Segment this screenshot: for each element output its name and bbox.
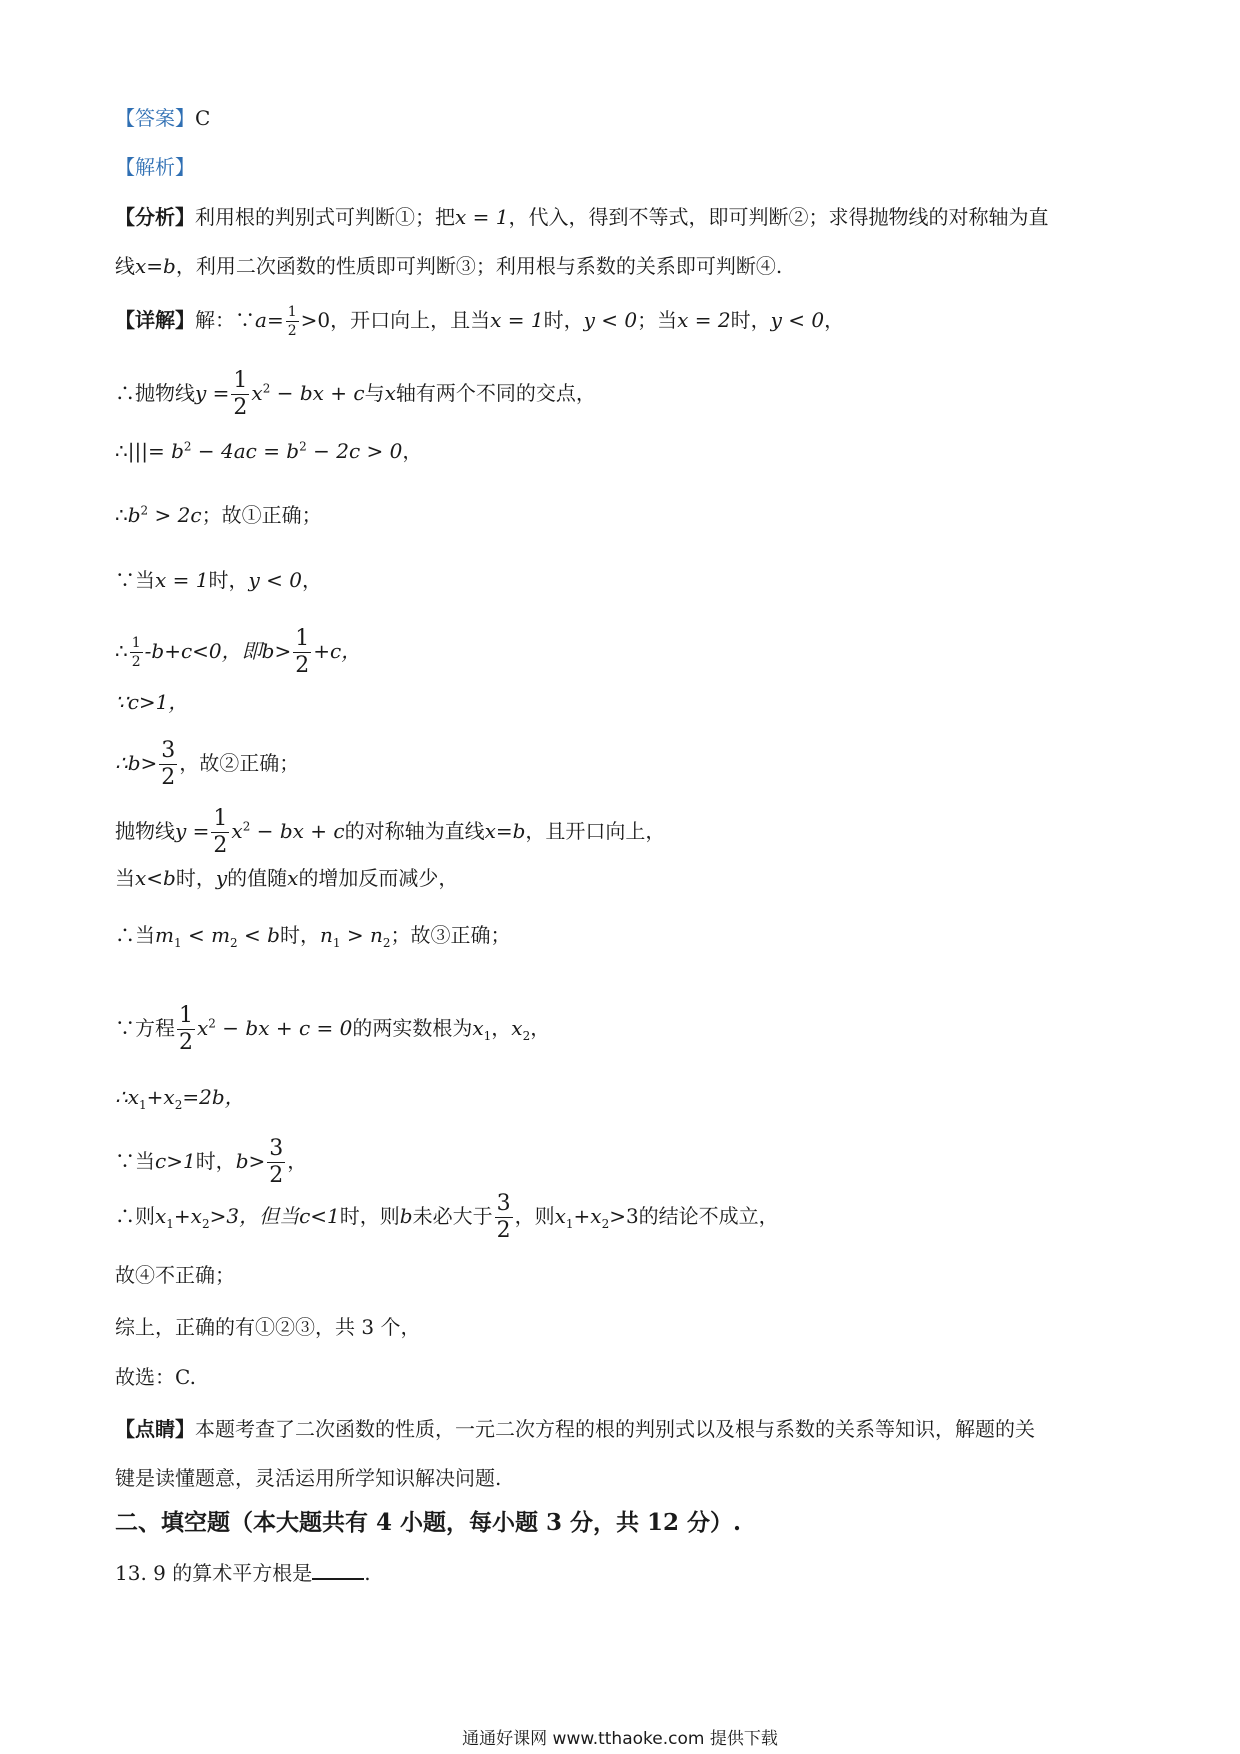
math: x [231,819,243,843]
math: > n [340,923,383,947]
math: b [399,1204,413,1228]
fraction [293,628,311,677]
text: 线 [115,254,135,278]
text: ∵当 [115,568,155,592]
text: ∵当 [115,1149,155,1173]
fraction-den: 2 [213,833,228,858]
text: 时， [208,568,249,592]
text: ，代入，得到不等式，即可判断②；求得抛物线的对称轴为直 [508,205,1049,229]
fraction [495,1193,513,1242]
line-12 [115,1005,550,1054]
text: ；当 [637,308,678,332]
text: ， [301,568,322,592]
math: x [384,381,396,405]
line-17: 综上，正确的有①②③，共 3 个， [115,1315,421,1339]
text: . [364,1561,371,1585]
text: ，且开口向上， [525,819,666,843]
question-text: 13. 9 的算术平方根是 [115,1561,313,1585]
text: 时， [730,308,771,332]
fraction [211,808,229,857]
math: − bx + c [270,381,365,405]
math: n [319,923,333,947]
math: -b+c<0，即 [144,639,262,663]
fraction-den: 2 [233,395,248,420]
math: x [511,1016,523,1040]
math: +x [173,1204,202,1228]
math: x [287,866,299,890]
text: 抛物线 [115,819,175,843]
line-9 [115,808,665,857]
math: m [155,923,174,947]
exponent: 2 [262,381,271,396]
subscript: 1 [173,936,182,950]
text: ∵方程 [115,1016,175,1040]
math: < m [181,923,231,947]
text: ∴ [115,639,128,663]
detail-line-1 [115,305,844,338]
fraction-num: 1 [131,635,141,651]
text: ， [530,1016,551,1040]
answer-line [115,103,210,133]
text: 时，则 [339,1204,400,1228]
text: 解：∵ [195,308,255,332]
math: − 4ac = b [191,439,300,463]
math: > 2c [148,503,202,527]
text: 轴有两个不同的交点， [395,381,596,405]
comment-line-1 [115,1414,1035,1444]
math: − 2c > 0 [306,439,403,463]
fraction-den: 2 [179,1030,193,1055]
fraction-den: 2 [161,765,176,790]
fenxi-label: 【分析】 [115,205,195,229]
fraction [231,370,249,419]
fraction [177,1005,195,1054]
fraction [286,305,299,338]
analysis-label: 【解析】 [115,155,195,179]
math: x=b [484,819,526,843]
fraction-den: 2 [287,323,297,339]
text: ，利用二次函数的性质即可判断③；利用根与系数的关系即可判断④. [175,254,783,278]
text: >0，开口向上，且当 [300,308,491,332]
math: b> [235,1149,266,1173]
line-13 [115,1082,245,1112]
text: 与 [364,381,385,405]
math: x [472,1016,484,1040]
fraction-num: 3 [161,738,176,763]
math: y = [195,381,230,405]
fenxi-line-2 [115,251,782,281]
line-14 [115,1138,307,1187]
line-6 [115,628,361,677]
subscript: 1 [565,1217,574,1231]
text: 时， [175,866,216,890]
math: x=b [135,254,176,278]
text: 时， [195,1149,236,1173]
line-18: 故选：C. [115,1365,196,1389]
fraction-den: 2 [131,654,141,670]
exponent: 2 [208,1016,216,1031]
exponent: 2 [183,439,192,454]
text: ∴抛物线 [115,381,195,405]
line-11 [115,920,511,950]
text: 本题考查了二次函数的性质，一元二次方程的根的判别式以及根与系数的关系等知识，解题的关 [195,1417,1035,1441]
text: 的两实数根为 [352,1016,473,1040]
line-15 [115,1193,779,1242]
text: ；故①正确； [201,503,322,527]
math: x [155,1204,167,1228]
math: x = 1 [490,308,544,332]
text: = [266,308,284,332]
text: ∴当 [115,923,155,947]
text: ，则 [514,1204,555,1228]
fenxi-line-1 [115,202,1048,232]
math: ∴x [115,1085,140,1109]
math: x [251,381,263,405]
fraction [267,1138,285,1187]
subscript: 1 [139,1098,147,1112]
math: − bx + c [250,819,345,843]
math: y = [175,819,210,843]
text: 的对称轴为直线 [344,819,485,843]
exponent: 2 [140,503,149,518]
math: +x [146,1085,175,1109]
math: x = 2 [677,308,731,332]
text: ， [824,308,845,332]
line-7 [115,687,188,717]
math: < b [237,923,280,947]
fraction-num: 1 [295,626,310,651]
fraction-num: 1 [213,806,228,831]
text: ；故③正确； [390,923,511,947]
subscript: 2 [522,1029,531,1043]
exponent: 2 [299,439,307,454]
text: 的值随 [227,866,288,890]
math: c>1 [155,1149,196,1173]
subscript: 1 [483,1029,492,1043]
math: x [554,1204,566,1228]
math: >3，但当 [209,1204,300,1228]
math: b [127,503,141,527]
fraction [130,636,143,669]
answer-label: 【答案】 [115,106,195,130]
math: ∵c>1， [115,690,189,714]
math: = b [147,439,184,463]
math: c<1 [299,1204,340,1228]
text: ， [287,1149,308,1173]
exponent: 2 [242,819,251,834]
math: +x [573,1204,602,1228]
detail-label: 【详解】 [115,308,195,332]
text: ，故②正确； [179,751,300,775]
subscript: 2 [601,1217,610,1231]
math: x<b [135,866,176,890]
subscript: 2 [382,936,391,950]
line-8 [115,740,299,789]
text: 时， [543,308,584,332]
math: x = 1 [455,205,509,229]
fraction [159,740,177,789]
delta-symbol: ||| [127,439,148,463]
fraction-num: 1 [233,368,248,393]
line-4 [115,500,322,530]
math: y < 0 [248,568,302,592]
line-16: 故④不正确； [115,1263,235,1287]
math: x = 1 [155,568,209,592]
text: 的增加反而减少， [298,866,459,890]
subscript: 2 [174,1098,183,1112]
page-footer: 通通好课网 www.tthaoke.com 提供下载 [462,1729,778,1749]
answer-blank[interactable] [312,1558,364,1580]
text: ， [402,439,423,463]
line-5 [115,565,322,595]
text: 时， [279,923,320,947]
fraction-num: 1 [179,1003,193,1028]
text: ∴则 [115,1204,155,1228]
text: 当 [115,866,135,890]
answer-value: C [195,106,211,130]
text: ∴ [115,503,128,527]
math: ∴b> [115,751,158,775]
comment-label: 【点睛】 [115,1417,195,1441]
section-heading: 二、填空题（本大题共有 4 小题，每小题 3 分，共 12 分）. [115,1509,742,1536]
fraction-den: 2 [295,653,310,678]
text: 未必大于 [412,1204,493,1228]
fraction-den: 2 [496,1218,511,1243]
math: +c， [313,639,362,663]
question-13 [115,1558,371,1588]
math: y [215,866,228,890]
fraction-den: 2 [269,1163,284,1188]
text: >3的结论不成立， [609,1204,779,1228]
subscript: 1 [332,936,341,950]
line-10 [115,863,458,893]
text: 利用根的判别式可判断①；把 [195,205,455,229]
line-2 [115,370,596,419]
comment-line-2: 键是读懂题意，灵活运用所学知识解决问题. [115,1466,502,1490]
text: ∴ [115,439,128,463]
text: ， [491,1016,512,1040]
math: y < 0 [770,308,825,332]
math: x [197,1016,209,1040]
math: b> [261,639,292,663]
fraction-num: 3 [496,1191,511,1216]
line-3 [115,436,422,466]
fraction-num: 1 [287,304,297,320]
math: =2b， [182,1085,245,1109]
math: a [255,308,267,332]
math: − bx + c = 0 [215,1016,353,1040]
subscript: 2 [230,936,238,950]
subscript: 2 [201,1217,210,1231]
fraction-num: 3 [269,1136,284,1161]
math: y < 0 [583,308,638,332]
subscript: 1 [166,1217,174,1231]
